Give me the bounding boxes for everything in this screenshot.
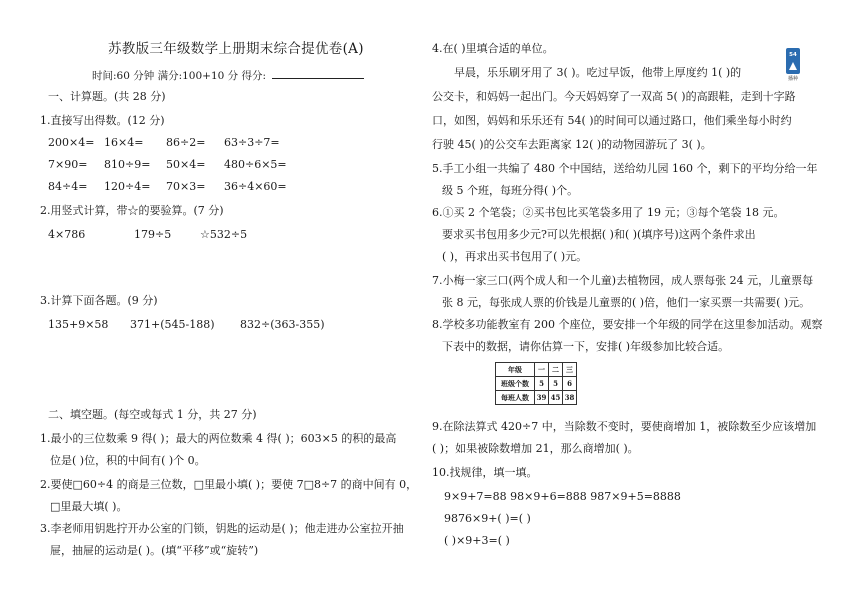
table-cell: 6 <box>563 377 577 391</box>
calc-item: 810÷9= <box>104 158 151 171</box>
mixed-calc-item: 135+9×58 <box>48 318 109 331</box>
table-cell: 5 <box>549 377 563 391</box>
table-cell: 每班人数 <box>496 391 535 405</box>
mixed-calc-item: 832÷(363-355) <box>240 318 325 331</box>
vertical-calc-item: ☆532÷5 <box>200 228 248 241</box>
table-cell: 39 <box>535 391 549 405</box>
q8-line-a: 8.学校多功能教室有 200 个座位，要安排一个年级的同学在这里参加活动。观察 <box>432 318 823 331</box>
calc-item: 120÷4= <box>104 180 151 193</box>
q9-line-b: ( )；如果被除数增加 21，那么商增加( )。 <box>432 442 639 455</box>
fill-3-line-1: 3.李老师用钥匙拧开办公室的门锁，钥匙的运动是( )；他走进办公室拉开抽 <box>40 522 404 535</box>
exam-title: 苏教版三年级数学上册期末综合提优卷(A) <box>108 41 364 57</box>
q10-text: 10.找规律，填一填。 <box>432 466 538 479</box>
table-row <box>496 391 577 405</box>
q4-line-d: 行驶 45( )的公交车去距离家 12( )的动物园游玩了 3( )。 <box>432 138 712 151</box>
q4-line-b: 公交卡，和妈妈一起出门。今天妈妈穿了一双高 5( )的高跟鞋，走到十字路 <box>432 90 796 103</box>
q5-line-a: 5.手工小组一共编了 480 个中国结，送给幼儿园 160 个，剩下的平均分给一年 <box>432 162 818 175</box>
calc-item: 480÷6×5= <box>224 158 287 171</box>
q2-text: 2.用竖式计算，带☆的要验算。(7 分) <box>40 204 224 217</box>
q9-line-a: 9.在除法算式 420÷7 中，当除数不变时，要使商增加 1，被除数至少应该增加 <box>432 420 817 433</box>
q6-line-a: 6.①买 2 个笔袋；②买书包比买笔袋多用了 19 元；③每个笔袋 18 元。 <box>432 206 785 219</box>
q5-line-b: 级 5 个班，每班分得( )个。 <box>442 184 579 197</box>
q6-line-b: 要求买书包用多少元?可以先根据( )和( )(填序号)这两个条件求出 <box>442 228 756 241</box>
calc-item: 16×4= <box>104 136 144 149</box>
fill-1-line-2: 位是( )位，积的中间有( )个 0。 <box>50 454 206 467</box>
q3-text: 3.计算下面各题。(9 分) <box>40 294 158 307</box>
table-cell: 5 <box>535 377 549 391</box>
section-1-heading: 一、计算题。(共 28 分) <box>48 90 166 103</box>
calc-item: 7×90= <box>48 158 88 171</box>
table-cell: 45 <box>549 391 563 405</box>
table-cell: 一 <box>535 363 549 377</box>
fill-2-line-2: □里最大填( )。 <box>50 500 128 513</box>
table-cell: 三 <box>563 363 577 377</box>
calc-item: 50×4= <box>166 158 206 171</box>
calc-item: 84÷4= <box>48 180 88 193</box>
vertical-calc-item: 179÷5 <box>134 228 172 241</box>
table-cell: 38 <box>563 391 577 405</box>
badge-label: 播种 <box>787 76 798 82</box>
q4-text: 4.在( )里填合适的单位。 <box>432 42 554 55</box>
pattern-line-3: ( )×9+3=( ) <box>444 534 510 547</box>
table-cell: 年级 <box>496 363 535 377</box>
q6-line-c: ( )，再求出买书包用了( )元。 <box>442 250 588 263</box>
pattern-line-1: 9×9+7=88 98×9+6=888 987×9+5=8888 <box>444 490 681 503</box>
calc-item: 70×3= <box>166 180 206 193</box>
table-row <box>496 377 577 391</box>
q4-line-c: 口，如图，妈妈和乐乐还有 54( )的时间可以通过路口，他们乘坐每小时约 <box>432 114 792 127</box>
q7-line-a: 7.小梅一家三口(两个成人和一个儿童)去植物园，成人票每张 24 元，儿童票每 <box>432 274 814 287</box>
vertical-calc-item: 4×786 <box>48 228 86 241</box>
mixed-calc-item: 371+(545-188) <box>130 318 215 331</box>
exam-meta-text: 时间:60 分钟 满分:100+10 分 得分: <box>92 70 267 82</box>
fill-3-line-2: 屉，抽屉的运动是( )。(填“平移”或“旋转”) <box>50 544 259 557</box>
up-arrow-icon <box>789 62 797 70</box>
badge-number: 54 <box>789 52 797 58</box>
calc-item: 36÷4×60= <box>224 180 287 193</box>
section-2-heading: 二、填空题。(每空或每式 1 分，共 27 分) <box>48 408 257 421</box>
calc-item: 86÷2= <box>166 136 206 149</box>
exam-meta <box>92 68 364 83</box>
table-cell: 班级个数 <box>496 377 535 391</box>
score-blank <box>272 68 364 79</box>
pattern-line-2: 9876×9+( )=( ) <box>444 512 531 525</box>
q7-line-b: 张 8 元，每张成人票的价钱是儿童票的( )倍，他们一家买票一共需要( )元。 <box>442 296 811 309</box>
q1-text: 1.直接写出得数。(12 分) <box>40 114 165 127</box>
calc-item: 63÷3÷7= <box>224 136 280 149</box>
fill-1-line-1: 1.最小的三位数乘 9 得( )；最大的两位数乘 4 得( )；603×5 的积的最高 <box>40 432 397 445</box>
table-cell: 二 <box>549 363 563 377</box>
q4-line-a: 早晨，乐乐刷牙用了 3( )。吃过早饭，他带上厚度约 1( )的 <box>454 66 742 79</box>
fill-2-line-1: 2.要使□60÷4 的商是三位数，□里最小填( )；要使 7□8÷7 的商中间有 0， <box>40 478 418 491</box>
calc-item: 200×4= <box>48 136 95 149</box>
grade-table <box>495 362 577 405</box>
q8-line-b: 下表中的数据，请你估算一下，安排( )年级参加比较合适。 <box>442 340 730 353</box>
table-row <box>496 363 577 377</box>
